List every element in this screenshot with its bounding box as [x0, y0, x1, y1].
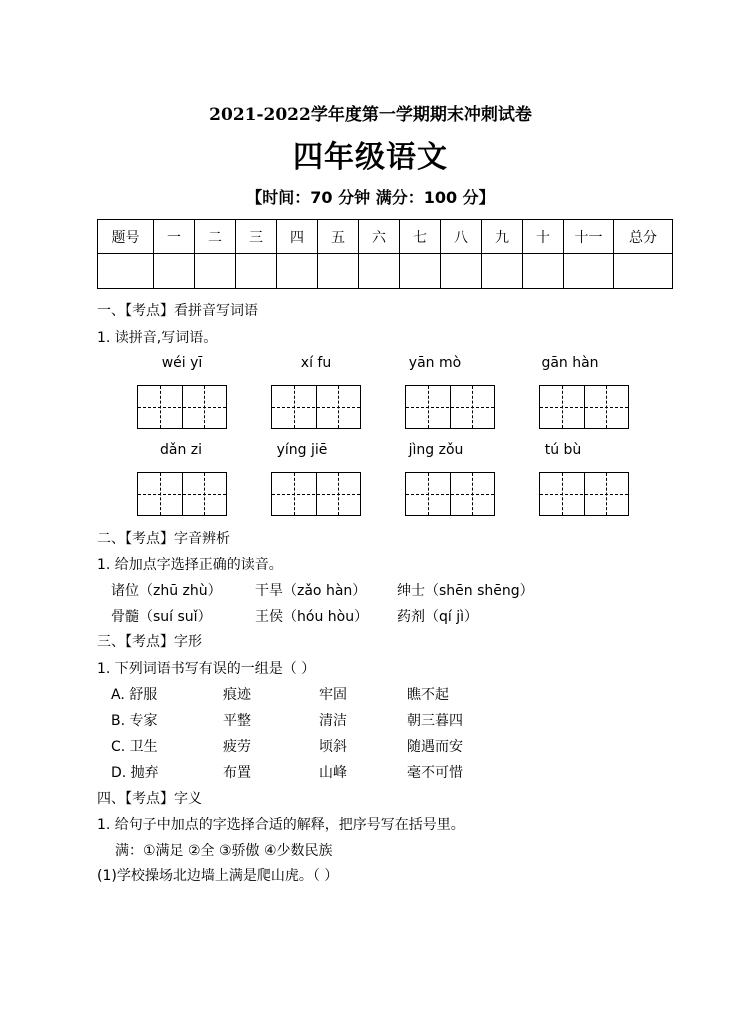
section4-subquestion: (1)学校操场北边墙上满是爬山虎。（ ） [97, 868, 339, 884]
section2-question: 1. 给加点字选择正确的读音。 [97, 557, 283, 573]
pronunciation-item: 王侯（hóu hòu） [255, 609, 369, 625]
score-header-cell: 十一 [564, 220, 614, 254]
score-cell[interactable] [523, 254, 564, 289]
option-word: 朝三暮四 [407, 713, 463, 729]
pinyin-label: yíng jiē [276, 442, 328, 458]
writing-grid[interactable] [271, 472, 361, 516]
option-word: 平整 [223, 713, 251, 729]
score-cell[interactable] [195, 254, 236, 289]
option-word: A. 舒服 [111, 687, 158, 703]
pinyin-label: gān hàn [541, 355, 599, 371]
option-word: D. 抛弃 [111, 765, 159, 781]
score-cell[interactable] [318, 254, 359, 289]
option-word: 牢固 [319, 687, 347, 703]
section1-heading: 一、【考点】看拼音写词语 [97, 303, 258, 319]
score-header-cell: 八 [441, 220, 482, 254]
score-header-cell: 总分 [614, 220, 673, 254]
pinyin-label: jìng zǒu [408, 442, 464, 458]
pinyin-label: yān mò [408, 355, 462, 371]
score-cell[interactable] [564, 254, 614, 289]
option-word: 痕迹 [223, 687, 251, 703]
writing-grid[interactable] [271, 385, 361, 429]
option-word: 瞧不起 [407, 687, 449, 703]
section1-question: 1. 读拼音,写词语。 [97, 330, 218, 346]
score-header-cell: 十 [523, 220, 564, 254]
pronunciation-item: 药剂（qí jì） [397, 609, 479, 625]
score-header-cell: 一 [154, 220, 195, 254]
section4-heading: 四、【考点】字义 [97, 791, 202, 807]
score-header-cell: 五 [318, 220, 359, 254]
score-table-score-row [98, 254, 673, 289]
option-word: 随遇而安 [407, 739, 463, 755]
writing-grid[interactable] [137, 385, 227, 429]
writing-grid[interactable] [405, 385, 495, 429]
pinyin-label: dǎn zi [159, 442, 203, 458]
score-header-cell: 九 [482, 220, 523, 254]
exam-subject: 四年级语文 [293, 140, 448, 175]
option-word: 山峰 [319, 765, 347, 781]
pinyin-label: wéi yī [161, 355, 203, 371]
pronunciation-item: 干旱（zǎo hàn） [255, 583, 367, 599]
score-header-cell: 三 [236, 220, 277, 254]
score-header-cell: 七 [400, 220, 441, 254]
writing-grid[interactable] [405, 472, 495, 516]
writing-grid[interactable] [539, 385, 629, 429]
score-cell[interactable] [400, 254, 441, 289]
section4-question: 1. 给句子中加点的字选择合适的解释，把序号写在括号里。 [97, 817, 465, 833]
pinyin-label: tú bù [544, 442, 582, 458]
section2-heading: 二、【考点】字音辨析 [97, 531, 230, 547]
section3-heading: 三、【考点】字形 [97, 634, 202, 650]
writing-grid[interactable] [137, 472, 227, 516]
score-header-cell: 题号 [98, 220, 154, 254]
score-cell[interactable] [98, 254, 154, 289]
pinyin-label: xí fu [300, 355, 332, 371]
option-word: 顷斜 [319, 739, 347, 755]
section4-choices: 满：①满足 ②全 ③骄傲 ④少数民族 [115, 843, 333, 859]
score-cell[interactable] [277, 254, 318, 289]
pronunciation-item: 骨髓（suí suǐ） [111, 609, 212, 625]
score-cell[interactable] [614, 254, 673, 289]
score-header-cell: 六 [359, 220, 400, 254]
exam-title: 2021-2022学年度第一学期期末冲刺试卷 [209, 105, 532, 125]
score-cell[interactable] [359, 254, 400, 289]
score-header-cell: 二 [195, 220, 236, 254]
exam-meta: 【时间：70 分钟 满分：100 分】 [246, 188, 495, 207]
pronunciation-item: 诸位（zhū zhù） [111, 583, 222, 599]
option-word: C. 卫生 [111, 739, 158, 755]
writing-grid[interactable] [539, 472, 629, 516]
option-word: 布置 [223, 765, 251, 781]
option-word: B. 专家 [111, 713, 158, 729]
pronunciation-item: 绅士（shēn shēng） [397, 583, 534, 599]
score-header-cell: 四 [277, 220, 318, 254]
option-word: 毫不可惜 [407, 765, 463, 781]
option-word: 疲劳 [223, 739, 251, 755]
score-table-header-row [98, 220, 673, 254]
score-cell[interactable] [236, 254, 277, 289]
score-table [97, 219, 673, 289]
section3-question: 1. 下列词语书写有误的一组是（ ） [97, 661, 316, 677]
option-word: 清洁 [319, 713, 347, 729]
score-cell[interactable] [441, 254, 482, 289]
score-cell[interactable] [482, 254, 523, 289]
score-cell[interactable] [154, 254, 195, 289]
